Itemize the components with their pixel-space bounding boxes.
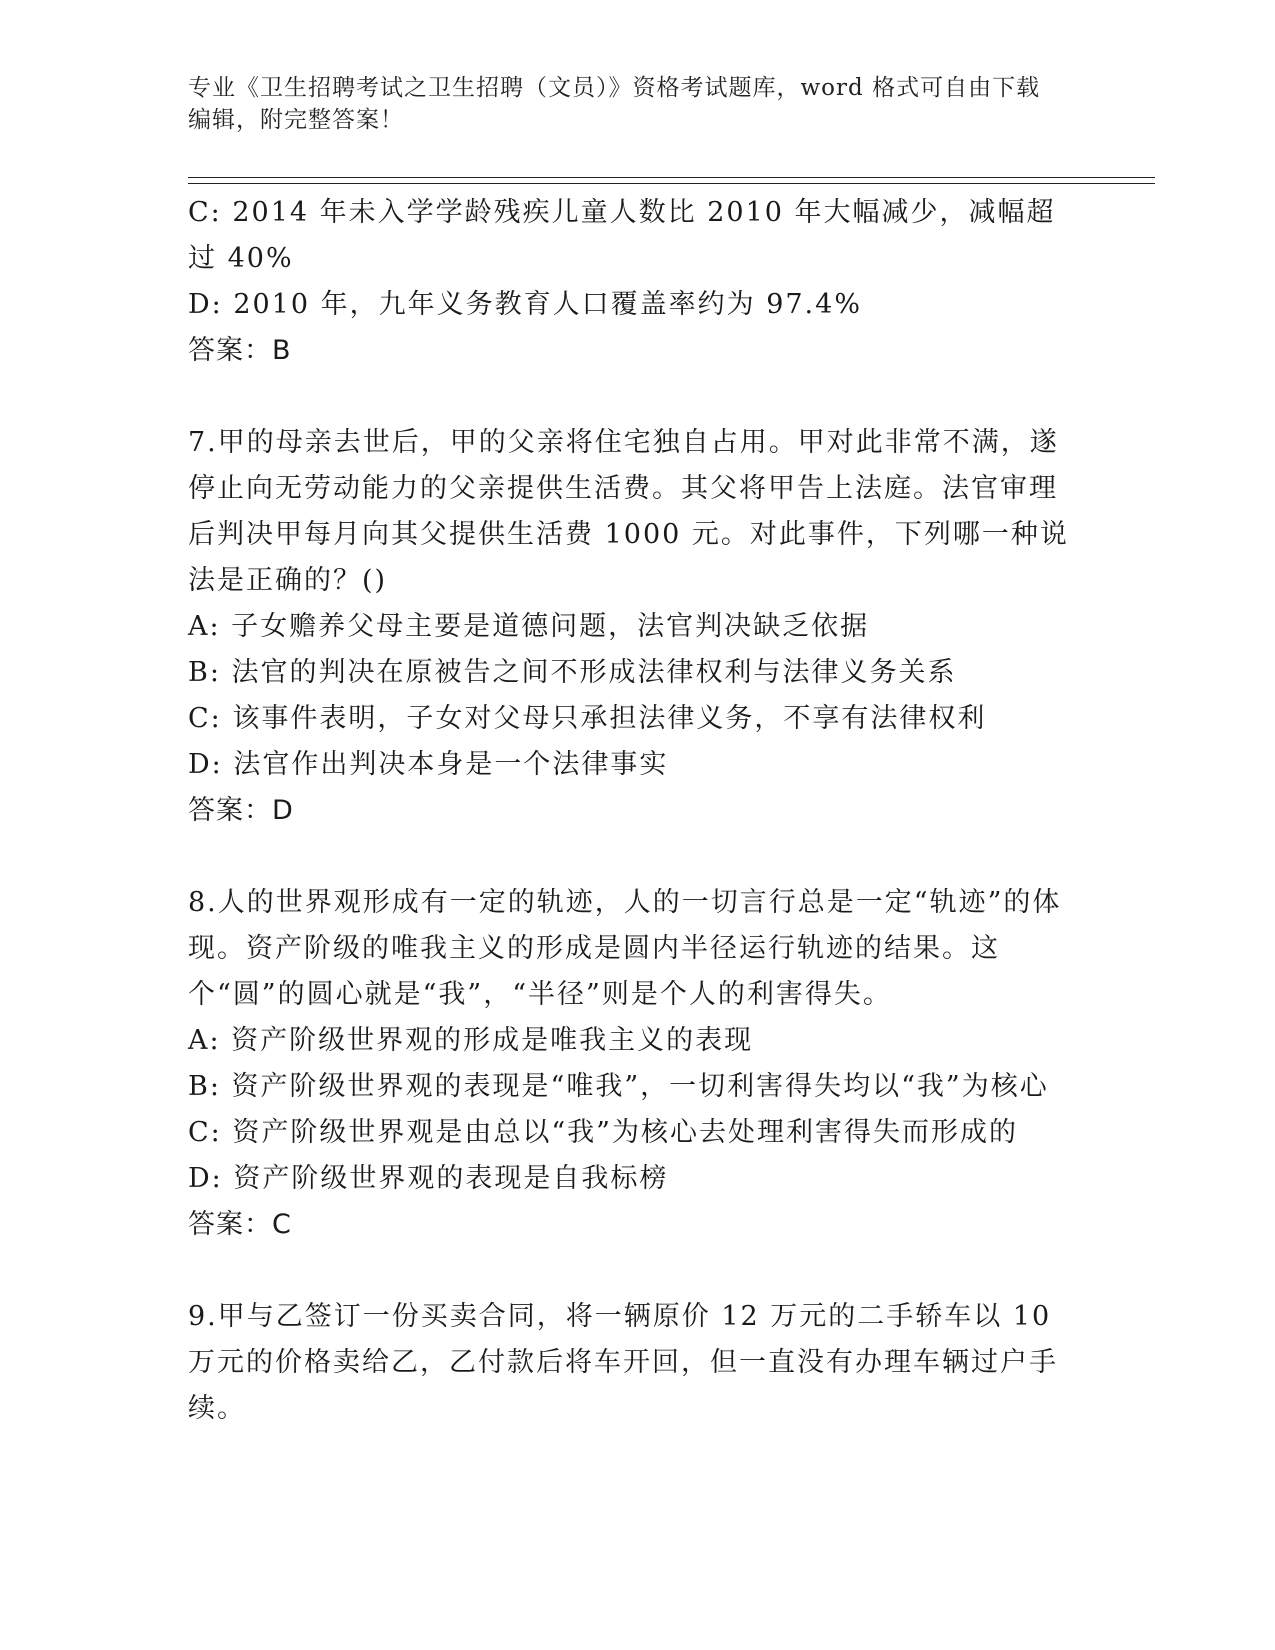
- question-7-option-b: B: 法官的判决在原被告之间不形成法律权利与法律义务关系: [188, 657, 957, 688]
- question-6-block: [188, 190, 1078, 374]
- question-7-block: [188, 420, 1078, 834]
- header-line-1: 专业《卫生招聘考试之卫生招聘（文员）》资格考试题库，word 格式可自由下载: [188, 75, 1041, 101]
- question-8-option-c: C: 资产阶级世界观是由总以“我”为核心去处理利害得失而形成的: [188, 1117, 1018, 1148]
- question-6-option-d: D: 2010 年，九年义务教育人口覆盖率约为 97.4%: [188, 289, 862, 320]
- question-8-stem: 8.人的世界观形成有一定的轨迹，人的一切言行总是一定“轨迹”的体现。资产阶级的唯我主义的形成是圆内半径运行轨迹的结果。这个“圆”的圆心就是“我”，“半径”则是个人的利害得失。: [188, 887, 1062, 1010]
- spacer: [188, 834, 1078, 880]
- document-header: [188, 72, 1088, 136]
- question-8-option-a: A: 资产阶级世界观的形成是唯我主义的表现: [188, 1025, 754, 1056]
- spacer: [188, 1248, 1078, 1294]
- question-8-block: [188, 880, 1078, 1248]
- question-7-option-a: A: 子女赡养父母主要是道德问题，法官判决缺乏依据: [188, 611, 870, 642]
- document-body: [188, 190, 1078, 1432]
- question-6-answer: 答案：B: [188, 335, 292, 366]
- question-6-option-c: C: 2014 年未入学学龄残疾儿童人数比 2010 年大幅减少，减幅超过 40%: [188, 197, 1056, 274]
- question-7-option-d: D: 法官作出判决本身是一个法律事实: [188, 749, 669, 780]
- question-7-answer: 答案：D: [188, 795, 294, 826]
- question-8-option-b: B: 资产阶级世界观的表现是“唯我”，一切利害得失均以“我”为核心: [188, 1071, 1049, 1102]
- spacer: [188, 374, 1078, 420]
- header-divider-bottom: [188, 183, 1155, 184]
- question-8-answer: 答案：C: [188, 1209, 292, 1240]
- header-line-2: 编辑，附完整答案！: [188, 107, 404, 133]
- question-7-option-c: C: 该事件表明，子女对父母只承担法律义务，不享有法律权利: [188, 703, 987, 734]
- question-8-option-d: D: 资产阶级世界观的表现是自我标榜: [188, 1163, 669, 1194]
- question-7-stem: 7.甲的母亲去世后，甲的父亲将住宅独自占用。甲对此非常不满，遂停止向无劳动能力的父亲提供生活费。其父将甲告上法庭。法官审理后判决甲每月向其父提供生活费 1000 元。对此事件，下列哪一种说法是正确的？(): [188, 427, 1069, 596]
- header-divider-top: [188, 177, 1155, 178]
- question-9-stem: 9.甲与乙签订一份买卖合同，将一辆原价 12 万元的二手轿车以 10 万元的价格卖给乙，乙付款后将车开回，但一直没有办理车辆过户手续。: [188, 1301, 1058, 1424]
- question-9-block: [188, 1294, 1078, 1432]
